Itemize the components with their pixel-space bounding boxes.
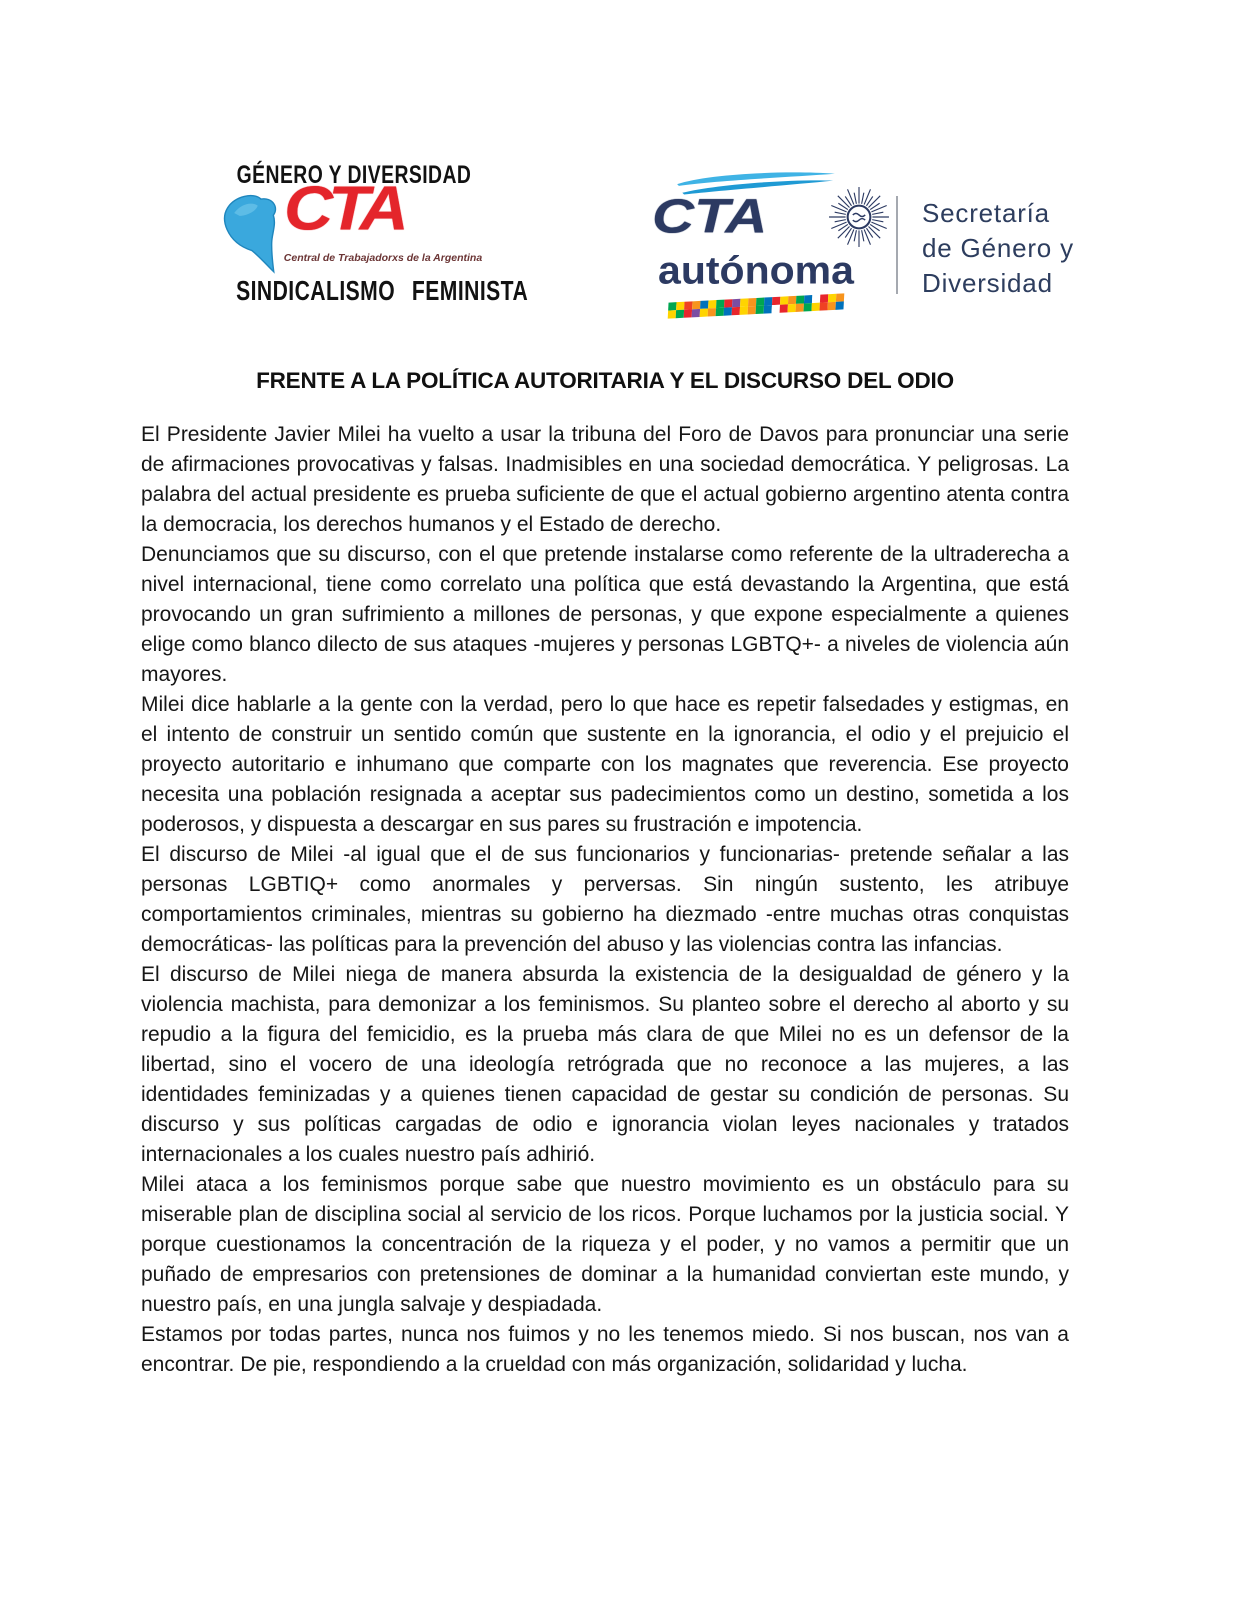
document-title: FRENTE A LA POLÍTICA AUTORITARIA Y EL DISCURSO DEL ODIO bbox=[256, 368, 954, 393]
cta-genero-diversidad-logo bbox=[220, 160, 529, 307]
secretariat-line: Secretaría bbox=[922, 198, 1050, 228]
cta-autonoma-name: autónoma bbox=[658, 248, 854, 292]
paragraph: El Presidente Javier Milei ha vuelto a usar la tribuna del Foro de Davos para pronunciar una serie de afirmaciones provocativas y falsas. Inadmisibles en una sociedad democrática. Y peligrosas. La palabra del actual presidente es prueba suficiente de que el actual gobierno argentino atenta contra la democracia, los derechos humanos y el Estado de derecho. bbox=[141, 423, 1069, 536]
sun-icon bbox=[828, 186, 890, 248]
logo-divider bbox=[896, 196, 898, 294]
paragraph: Milei dice hablarle a la gente con la verdad, pero lo que hace es repetir falsedades y estigmas, en el intento de construir un sentido común que sustente en la ignorancia, el odio y el prejuicio el proyecto autoritario e inhumano que comparte con los magnates que reverencia. Ese proyecto necesita una población resignada a aceptar sus padecimientos como un destino, sometida a los poderosos, y dispuesta a descargar en sus pares su frustración e impotencia. bbox=[141, 693, 1069, 836]
paragraph: Denunciamos que su discurso, con el que pretende instalarse como referente de la ultraderecha a nivel internacional, tiene como correlato una política que está devastando la Argentina, que está provocando un gran sufrimiento a millones de personas, y que expone especialmente a quienes elige como blanco dilecto de sus ataques -mujeres y personas LGBTQ+- a niveles de violencia aún mayores. bbox=[141, 543, 1069, 686]
logo-top-text: GÉNERO Y DIVERSIDAD bbox=[236, 160, 472, 189]
paragraph: El discurso de Milei -al igual que el de sus funcionarios y funcionarias- pretende señalar a las personas LGBTIQ+ como anormales y perversas. Sin ningún sustento, les atribuye comportamientos criminales, mientras su gobierno ha diezmado -entre muchas otras conquistas democráticas- las políticas para la prevención del abuso y las violencias contra las infancias. bbox=[141, 843, 1069, 956]
paragraph: El discurso de Milei niega de manera absurda la existencia de la desigualdad de género y la violencia machista, para demonizar a los feminismos. Su planteo sobre el derecho al aborto y su repudio a la figura del femicidio, es la prueba más clara de que Milei no es un defensor de la libertad, sino el vocero de una ideología retrógrada que no reconoce a las mujeres, a las identidades feminizadas y a quienes tienen capacidad de gestar su condición de personas. Su discurso y sus políticas cargadas de odio e ignorancia violan leyes nacionales y tratados internacionales a los cuales nuestro país adhirió. bbox=[141, 963, 1069, 1166]
cta-full-name: Central de Trabajadorxs de la Argentina bbox=[283, 252, 483, 264]
cta-autonoma-logo bbox=[646, 172, 866, 314]
secretariat-line: de Género y bbox=[922, 233, 1074, 263]
cta-autonoma-acronym-row bbox=[646, 190, 866, 250]
logo-bottom-text: SINDICALISMO FEMINISTA bbox=[236, 275, 529, 307]
wiphala-strip-icon bbox=[668, 293, 845, 318]
cta-acronym: CTA bbox=[284, 173, 404, 244]
document-body bbox=[141, 420, 1069, 1380]
cta-autonoma-acronym: CTA bbox=[652, 190, 768, 244]
paragraph: Milei ataca a los feminismos porque sabe que nuestro movimiento es un obstáculo para su miserable plan de disciplina social al servicio de los ricos. Porque luchamos por la justicia social. Y porque cuestionamos la concentración de la riqueza y el poder, y no vamos a permitir que un puñado de empresarios con pretensiones de dominar a la humanidad conviertan este mundo, y nuestro país, en una jungla salvaje y despiadada. bbox=[141, 1173, 1069, 1316]
secretariat-title bbox=[922, 196, 1074, 301]
secretariat-line: Diversidad bbox=[922, 268, 1053, 298]
paragraph: Estamos por todas partes, nunca nos fuimos y no les tenemos miedo. Si nos buscan, nos van a encontrar. De pie, respondiendo a la crueldad con más organización, solidaridad y lucha. bbox=[141, 1323, 1069, 1376]
